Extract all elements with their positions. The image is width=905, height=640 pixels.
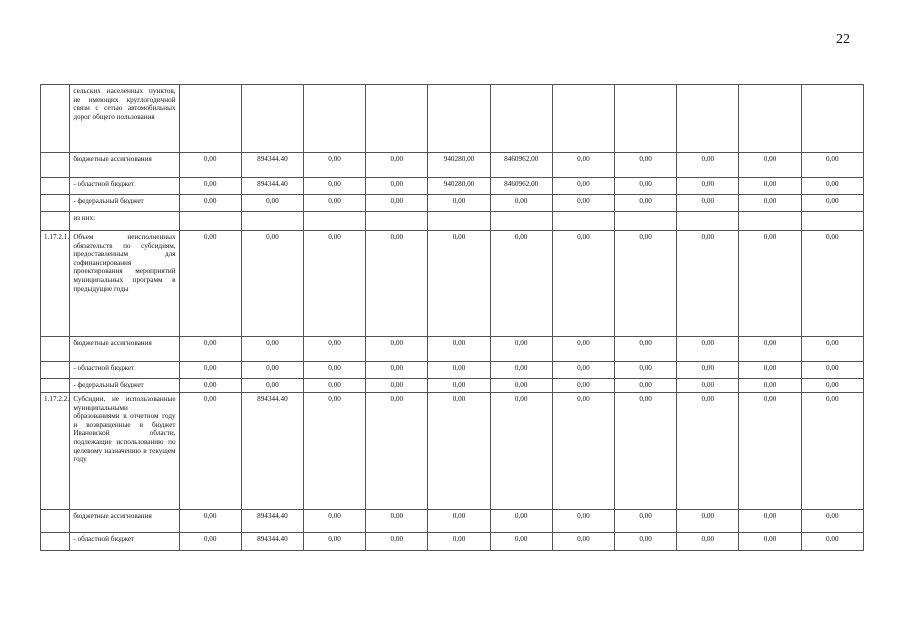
value-cell: 0,00 xyxy=(739,178,801,195)
row-code-cell xyxy=(41,153,70,178)
value-cell: 940280,00 xyxy=(428,153,490,178)
value-cell xyxy=(677,85,739,153)
value-cell: 0,00 xyxy=(615,195,677,212)
value-cell: 0,00 xyxy=(801,362,863,379)
value-cell: 0,00 xyxy=(739,337,801,362)
value-cell: 0,00 xyxy=(677,337,739,362)
value-cell: 894344.40 xyxy=(241,393,303,510)
value-cell: 0,00 xyxy=(366,195,428,212)
value-cell: 0,00 xyxy=(739,393,801,510)
value-cell: 0,00 xyxy=(615,337,677,362)
value-cell: 0,00 xyxy=(241,362,303,379)
row-label-cell: - областной бюджет xyxy=(70,178,179,195)
value-cell: 0,00 xyxy=(739,362,801,379)
value-cell: 0,00 xyxy=(490,510,552,533)
value-cell: 0,00 xyxy=(366,231,428,337)
value-cell: 0,00 xyxy=(366,362,428,379)
table-row xyxy=(41,533,864,551)
value-cell: 0,00 xyxy=(552,510,614,533)
row-label-cell: бюджетные ассигнования xyxy=(70,153,179,178)
value-cell: 0,00 xyxy=(801,231,863,337)
value-cell: 0,00 xyxy=(801,337,863,362)
value-cell: 0,00 xyxy=(428,393,490,510)
value-cell: 0,00 xyxy=(490,195,552,212)
row-code-cell: 1.17.2.2. xyxy=(41,393,70,510)
value-cell: 0,00 xyxy=(303,231,365,337)
value-cell: 894344.40 xyxy=(241,178,303,195)
budget-table xyxy=(40,84,864,551)
table-row xyxy=(41,178,864,195)
value-cell: 0,00 xyxy=(179,393,241,510)
value-cell xyxy=(490,85,552,153)
value-cell: 0,00 xyxy=(303,337,365,362)
value-cell: 0,00 xyxy=(677,379,739,393)
value-cell: 0,00 xyxy=(490,231,552,337)
value-cell: 0,00 xyxy=(677,533,739,551)
value-cell: 0,00 xyxy=(552,178,614,195)
table-row xyxy=(41,379,864,393)
value-cell xyxy=(490,212,552,231)
value-cell xyxy=(739,212,801,231)
value-cell: 0,00 xyxy=(615,178,677,195)
value-cell: 0,00 xyxy=(303,393,365,510)
value-cell: 0,00 xyxy=(677,393,739,510)
value-cell xyxy=(241,212,303,231)
value-cell xyxy=(677,212,739,231)
value-cell: 0,00 xyxy=(615,393,677,510)
table-row xyxy=(41,212,864,231)
value-cell: 0,00 xyxy=(241,337,303,362)
value-cell: 0,00 xyxy=(739,153,801,178)
value-cell: 0,00 xyxy=(801,393,863,510)
table-row xyxy=(41,510,864,533)
value-cell: 0,00 xyxy=(179,337,241,362)
value-cell: 0,00 xyxy=(428,195,490,212)
value-cell: 0,00 xyxy=(303,178,365,195)
value-cell: 0,00 xyxy=(428,362,490,379)
value-cell: 0,00 xyxy=(801,178,863,195)
value-cell: 0,00 xyxy=(179,153,241,178)
table-row xyxy=(41,85,864,153)
value-cell: 0,00 xyxy=(428,337,490,362)
value-cell xyxy=(366,85,428,153)
value-cell: 0,00 xyxy=(739,510,801,533)
value-cell: 940280,00 xyxy=(428,178,490,195)
row-code-cell xyxy=(41,195,70,212)
value-cell: 0,00 xyxy=(801,379,863,393)
value-cell: 0,00 xyxy=(615,362,677,379)
value-cell xyxy=(428,212,490,231)
value-cell: 0,00 xyxy=(303,195,365,212)
value-cell: 0,00 xyxy=(179,195,241,212)
value-cell: 0,00 xyxy=(366,393,428,510)
row-label-cell: из них: xyxy=(70,212,179,231)
row-label-cell: - областной бюджет xyxy=(70,533,179,551)
value-cell: 0,00 xyxy=(303,533,365,551)
value-cell: 0,00 xyxy=(801,533,863,551)
value-cell: 0,00 xyxy=(677,178,739,195)
value-cell: 0,00 xyxy=(552,153,614,178)
value-cell: 0,00 xyxy=(179,510,241,533)
value-cell: 0,00 xyxy=(739,379,801,393)
value-cell xyxy=(179,85,241,153)
value-cell: 0,00 xyxy=(179,178,241,195)
value-cell: 0,00 xyxy=(241,379,303,393)
value-cell: 0,00 xyxy=(552,195,614,212)
value-cell: 0,00 xyxy=(490,337,552,362)
value-cell: 0,00 xyxy=(490,379,552,393)
row-code-cell xyxy=(41,178,70,195)
value-cell: 0,00 xyxy=(366,153,428,178)
value-cell: 0,00 xyxy=(428,533,490,551)
value-cell: 0,00 xyxy=(303,379,365,393)
row-code-cell xyxy=(41,533,70,551)
value-cell xyxy=(615,85,677,153)
value-cell: 0,00 xyxy=(552,533,614,551)
value-cell: 0,00 xyxy=(552,231,614,337)
value-cell: 894344.40 xyxy=(241,153,303,178)
value-cell: 894344.40 xyxy=(241,510,303,533)
value-cell: 0,00 xyxy=(490,533,552,551)
value-cell: 0,00 xyxy=(739,231,801,337)
value-cell: 894344.40 xyxy=(241,533,303,551)
value-cell xyxy=(739,85,801,153)
table-row xyxy=(41,393,864,510)
row-label-cell: - федеральный бюджет xyxy=(70,195,179,212)
row-label-cell: Субсидии, не использованные муниципальными образованиями в отчетном году и возвращенные в бюджет Ивановской области, подлежащие использованию по целевому назначению в текущем году xyxy=(70,393,179,510)
table-row xyxy=(41,153,864,178)
value-cell: 0,00 xyxy=(428,379,490,393)
value-cell xyxy=(179,212,241,231)
row-label-cell: - областной бюджет xyxy=(70,362,179,379)
value-cell: 0,00 xyxy=(303,510,365,533)
value-cell: 0,00 xyxy=(677,510,739,533)
value-cell xyxy=(801,212,863,231)
value-cell xyxy=(303,85,365,153)
row-label-cell: сельских населенных пунктов, не имеющих круглогодичной связи с сетью автомобильных дорог общего пользования xyxy=(70,85,179,153)
value-cell: 0,00 xyxy=(179,379,241,393)
value-cell: 0,00 xyxy=(552,379,614,393)
row-code-cell xyxy=(41,212,70,231)
row-code-cell xyxy=(41,362,70,379)
value-cell: 0,00 xyxy=(303,153,365,178)
value-cell: 0,00 xyxy=(179,231,241,337)
value-cell: 0,00 xyxy=(366,178,428,195)
value-cell: 8460962,00 xyxy=(490,178,552,195)
value-cell: 0,00 xyxy=(179,362,241,379)
value-cell: 0,00 xyxy=(801,153,863,178)
value-cell: 0,00 xyxy=(366,379,428,393)
value-cell: 0,00 xyxy=(677,153,739,178)
row-label-cell: Объем неисполненных обязательств по субсидиям, предоставленным для софинансирования проектирования мероприятий муниципальных программ в предыдущие годы xyxy=(70,231,179,337)
value-cell: 0,00 xyxy=(677,231,739,337)
value-cell xyxy=(366,212,428,231)
row-code-cell xyxy=(41,337,70,362)
table-row xyxy=(41,195,864,212)
row-code-cell xyxy=(41,379,70,393)
value-cell: 0,00 xyxy=(801,510,863,533)
value-cell: 0,00 xyxy=(615,153,677,178)
value-cell: 8460962,00 xyxy=(490,153,552,178)
value-cell: 0,00 xyxy=(739,533,801,551)
value-cell: 0,00 xyxy=(490,393,552,510)
value-cell xyxy=(428,85,490,153)
value-cell xyxy=(241,85,303,153)
value-cell xyxy=(303,212,365,231)
value-cell: 0,00 xyxy=(179,533,241,551)
value-cell: 0,00 xyxy=(366,533,428,551)
value-cell xyxy=(801,85,863,153)
value-cell: 0,00 xyxy=(739,195,801,212)
value-cell xyxy=(552,212,614,231)
value-cell: 0,00 xyxy=(615,379,677,393)
table-row xyxy=(41,337,864,362)
value-cell: 0,00 xyxy=(615,231,677,337)
value-cell: 0,00 xyxy=(801,195,863,212)
value-cell xyxy=(552,85,614,153)
value-cell: 0,00 xyxy=(677,362,739,379)
value-cell: 0,00 xyxy=(552,362,614,379)
row-label-cell: бюджетные ассигнования xyxy=(70,510,179,533)
value-cell: 0,00 xyxy=(366,337,428,362)
value-cell: 0,00 xyxy=(615,533,677,551)
value-cell: 0,00 xyxy=(366,510,428,533)
table-row xyxy=(41,231,864,337)
value-cell: 0,00 xyxy=(428,231,490,337)
value-cell: 0,00 xyxy=(615,510,677,533)
row-label-cell: - федеральный бюджет xyxy=(70,379,179,393)
value-cell: 0,00 xyxy=(428,510,490,533)
value-cell: 0,00 xyxy=(490,362,552,379)
value-cell xyxy=(615,212,677,231)
page-number: 22 xyxy=(836,32,850,47)
value-cell: 0,00 xyxy=(552,393,614,510)
value-cell: 0,00 xyxy=(241,231,303,337)
value-cell: 0,00 xyxy=(552,337,614,362)
row-code-cell: 1.17.2.1. xyxy=(41,231,70,337)
row-code-cell xyxy=(41,85,70,153)
row-code-cell xyxy=(41,510,70,533)
value-cell: 0,00 xyxy=(241,195,303,212)
row-label-cell: бюджетные ассигнования xyxy=(70,337,179,362)
value-cell: 0,00 xyxy=(677,195,739,212)
value-cell: 0,00 xyxy=(303,362,365,379)
table-body xyxy=(41,85,864,551)
table-row xyxy=(41,362,864,379)
